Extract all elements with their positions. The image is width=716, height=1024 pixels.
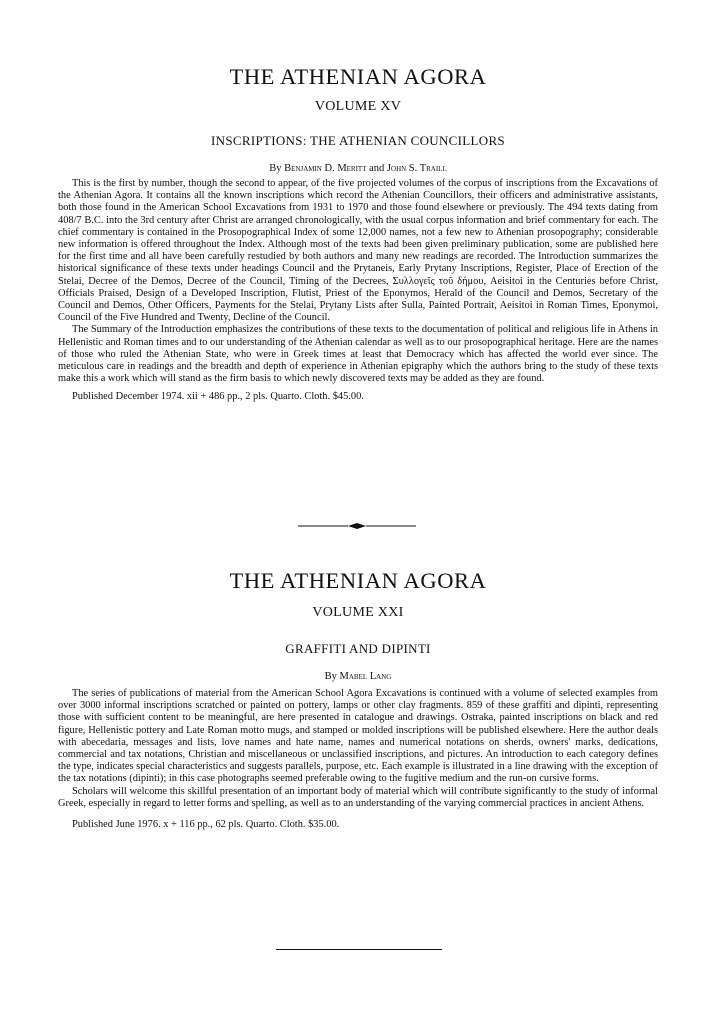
author-name: Mabel Lang	[339, 671, 392, 682]
description-paragraph: The Summary of the Introduction emphasizes the contributions of these texts to the documentation of political and religious life in Athens in Hellenistic and Roman times and to our understanding of the Athenian calendar as well as to our prosopographical heritage. Here are the names of those who ruled the Athenian State, who were in Greek times at least that Democracy which has affected the world ever since. The meticulous care in readings and the breadth and depth of experience in Athenian epigraphy which the authors bring to the study of these texts make this a work which will stand as the firm basis to which newly discovered texts may be added as they are found.	[58, 324, 658, 385]
description-paragraph: This is the first by number, though the second to appear, of the five projected volumes of the corpus of inscriptions from the Excavations of the Athenian Agora. It contains all the known inscriptions which record the Athenian Councillors, their officers and administrative assistants, both those found in the American School Excavations from 1931 to 1970 and those found elsewhere or previously. The 494 texts dating from 408/7 B.C. into the 3rd century after Christ are arranged chronologically, with the usual corpus information and brief commentary for each. The chief commentary is contained in the Prosopographical Index of some 12,000 names, not a few new to Athenian prosopography; considerable new information is offered throughout the Index. Although most of the texts had been given preliminary publication, some are published here for the first time and all have been carefully restudied by both authors and many new readings are recorded. The Introduction summarizes the historical significance of these texts under headings Council and the Prytaneis, Early Prytany Inscriptions, Register, Place of Erection of the Stelai, Decree of the Demos, Decree of the Council, Timing of the Decrees, Συλλογεῖς τοῦ δήμου, Aeisitoi in the Centuries before Christ, Officials Praised, Design of a Developed Inscription, Flutist, Priest of the Eponymos, Herald of the Council and Demos, Secretary of the Council and Demos, Other Officers, Payments for the Stelai, Prytany Lists after Sulla, Painted Portrait, Aeisitoi in Roman Times, Eponymoi, Council of the Five Hundred and Twenty, Decline of the Council.	[58, 178, 658, 324]
section-title: THE ATHENIAN AGORA	[229, 568, 487, 593]
section-title: THE ATHENIAN AGORA	[229, 64, 487, 89]
byline-prefix: By	[324, 671, 340, 682]
ornamental-divider	[298, 522, 416, 530]
page	[58, 0, 658, 1024]
author-name: Benjamin D. Meritt	[284, 163, 367, 174]
description-paragraph: The series of publications of material from the American School Agora Excavations is continued with a volume of selected examples from over 3000 informal inscriptions scratched or painted on pottery, lamps or other clay fragments. 859 of these graffiti and dipinti, representing those with sufficient content to be meaningful, are here presented in catalogue and drawings. Ostraka, painted inscriptions on black and red figure, Hellenistic pottery and Late Roman motto mugs, and stamped or molded inscriptions will be published elsewhere. Here the author deals with abecedaria, messages and lists, love names and hate name, names and numerical notations on sherds, owners' marks, dedications, commercial and tax notations, Christian and miscellaneous or unclassified inscriptions, and pictures. An introduction to each category defines the type, indicates special characteristics and suggests parallels, purpose, etc. Each example is illustrated in a line drawing with the exception of the tax notations (dipinti); in this case photographs seemed preferable owing to the fugitive medium and the run-on cursive forms.	[58, 688, 658, 785]
section-volume-xxi	[58, 568, 658, 831]
byline	[58, 162, 658, 176]
publication-info: Published June 1976. x + 116 pp., 62 pls. Quarto. Cloth. $35.00.	[72, 819, 340, 831]
volume-subtitle: INSCRIPTIONS: THE ATHENIAN COUNCILLORS	[211, 133, 505, 148]
volume-number: VOLUME XV	[314, 99, 402, 114]
publication-info: Published December 1974. xii + 486 pp., 2 pls. Quarto. Cloth. $45.00.	[72, 391, 364, 403]
description-paragraph: Scholars will welcome this skillful presentation of an important body of material which will contribute significantly to the study of informal Greek, especially in regard to letter forms and spelling, as well as to an understanding of the varying commercial practices in ancient Athens.	[58, 785, 658, 809]
volume-number: VOLUME XXI	[312, 605, 404, 620]
author-name: John S. Traill	[386, 163, 447, 174]
byline-conjunction: and	[366, 163, 387, 174]
byline	[58, 670, 658, 684]
closing-rule	[276, 949, 442, 950]
section-volume-xv	[58, 64, 658, 403]
volume-subtitle: GRAFFITI AND DIPINTI	[285, 641, 431, 656]
byline-prefix: By	[269, 163, 285, 174]
